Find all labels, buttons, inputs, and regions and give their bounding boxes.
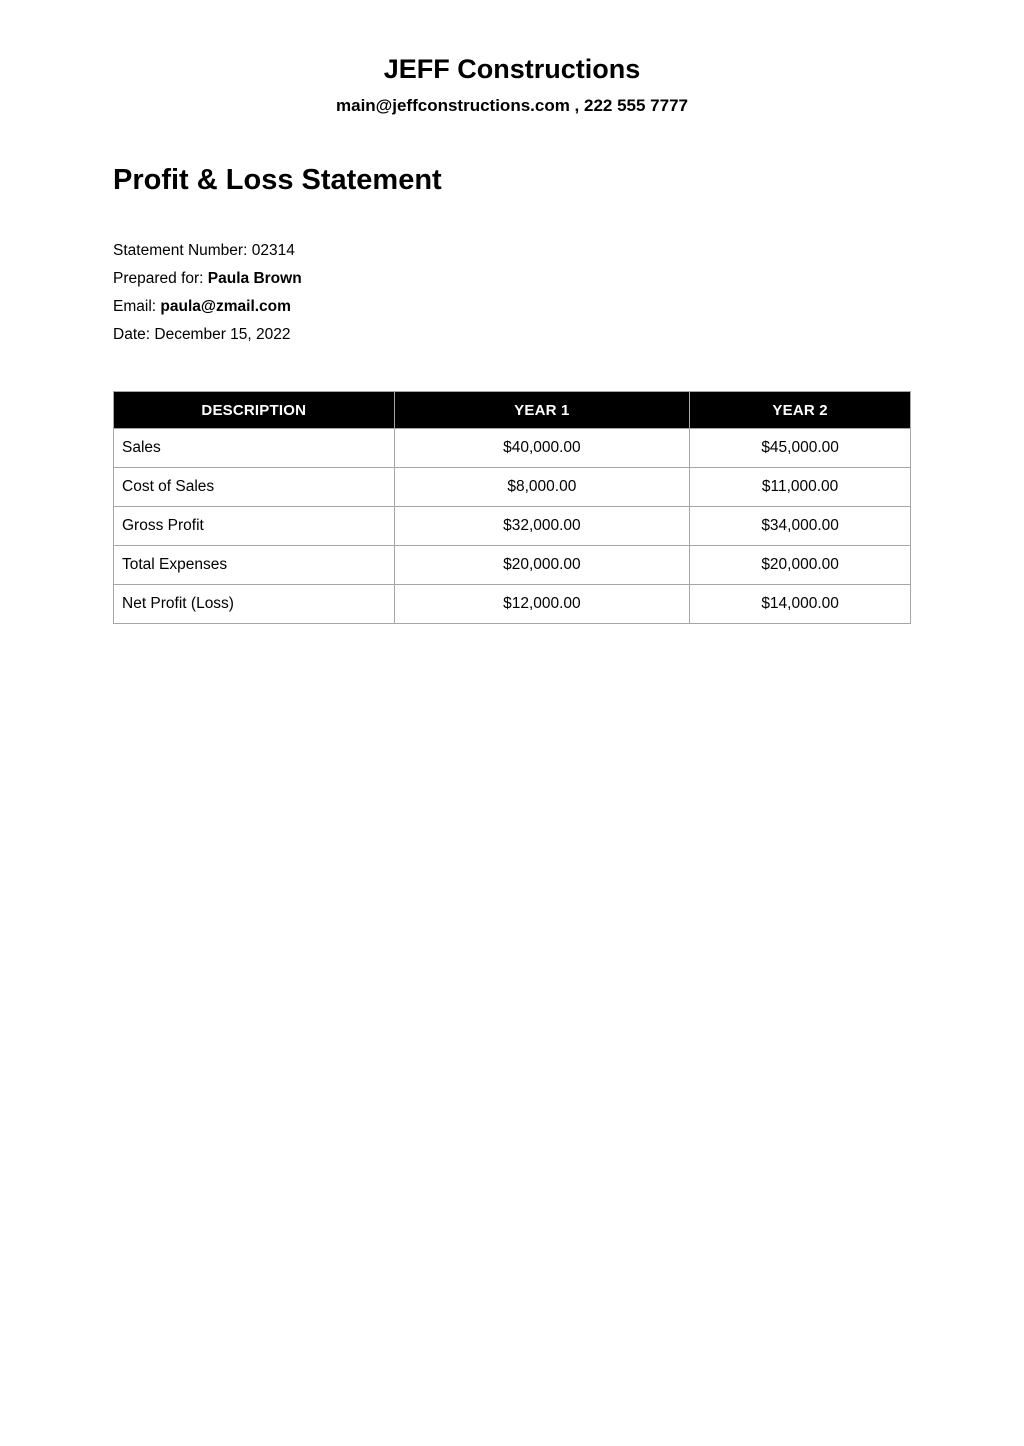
table-row [114, 429, 911, 468]
company-name: JEFF Constructions [383, 54, 641, 84]
row-year2-value: $45,000.00 [690, 429, 911, 468]
row-year1-value: $40,000.00 [394, 429, 690, 468]
row-year2-value: $34,000.00 [690, 507, 911, 546]
table-row [114, 546, 911, 585]
meta-label: Statement Number: [113, 242, 248, 260]
meta-value: December 15, 2022 [154, 326, 291, 344]
row-year1-value: $32,000.00 [394, 507, 690, 546]
row-year2-value: $11,000.00 [690, 468, 911, 507]
meta-line-prepared-for [113, 265, 911, 293]
meta-value: Paula Brown [207, 270, 302, 288]
table-row [114, 585, 911, 624]
table-row [114, 468, 911, 507]
document-header [0, 0, 1024, 116]
row-description: Total Expenses [114, 546, 395, 585]
company-contact-line: main@jeffconstructions.com , 222 555 7777 [336, 96, 688, 116]
column-header-year1: YEAR 1 [394, 392, 690, 429]
document-body [0, 164, 1024, 624]
profit-loss-table [113, 391, 911, 624]
meta-label: Date: [113, 326, 151, 344]
row-year1-value: $20,000.00 [394, 546, 690, 585]
row-year1-value: $8,000.00 [394, 468, 690, 507]
meta-value: paula@zmail.com [160, 298, 291, 316]
meta-line-date [113, 321, 911, 349]
meta-label: Email: [113, 298, 157, 316]
meta-line-statement-number [113, 237, 911, 265]
column-header-description: DESCRIPTION [114, 392, 395, 429]
column-header-year2: YEAR 2 [690, 392, 911, 429]
meta-value: 02314 [251, 242, 295, 260]
row-description: Cost of Sales [114, 468, 395, 507]
table-row [114, 507, 911, 546]
page-title: Profit & Loss Statement [113, 164, 442, 197]
row-description: Net Profit (Loss) [114, 585, 395, 624]
meta-line-email [113, 293, 911, 321]
table-header-row [114, 392, 911, 429]
row-year2-value: $14,000.00 [690, 585, 911, 624]
row-description: Sales [114, 429, 395, 468]
statement-meta-block [113, 237, 911, 349]
row-description: Gross Profit [114, 507, 395, 546]
row-year1-value: $12,000.00 [394, 585, 690, 624]
row-year2-value: $20,000.00 [690, 546, 911, 585]
meta-label: Prepared for: [113, 270, 204, 288]
